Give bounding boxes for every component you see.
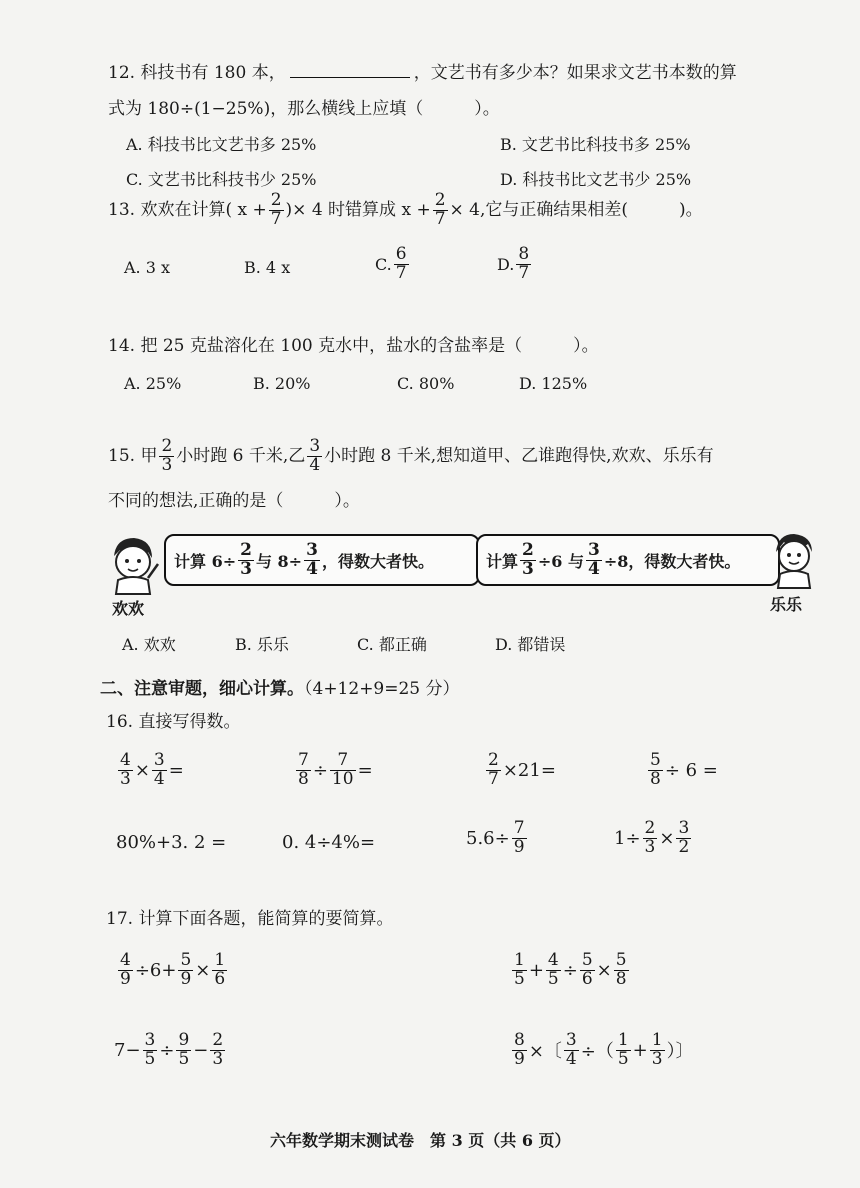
q13-text-a: 13. 欢欢在计算( x +	[108, 200, 267, 221]
q15-option-c: C. 都正确	[357, 635, 427, 654]
q15-fraction-b: $\frac{3}{4}$	[309, 436, 321, 475]
kid-label-huanhuan: 欢欢	[112, 599, 145, 618]
page-footer: 六年数学期末测试卷 第 3 页（共 6 页）	[270, 1131, 571, 1150]
q12-line1	[108, 62, 737, 84]
q12-option-a: A. 科技书比文艺书多 25%	[126, 135, 317, 154]
answer-blank[interactable]	[290, 77, 410, 78]
q13-line	[108, 192, 703, 229]
q12-option-b: B. 文艺书比科技书多 25%	[500, 135, 691, 154]
q16-expr-2: $\frac{7}{8}$ ÷ $\frac{7}{10}$ =	[298, 750, 373, 789]
q16-expr-1: $\frac{4}{3}$ × $\frac{3}{4}$ =	[120, 750, 184, 789]
q14-text: 14. 把 25 克盐溶化在 100 克水中，盐水的含盐率是（ ）。	[108, 336, 599, 356]
q14-option-a: A. 25%	[124, 374, 182, 393]
q14-option-c: C. 80%	[397, 374, 455, 393]
q12-option-c: C. 文艺书比科技书少 25%	[126, 170, 317, 189]
q12-text-a: 12. 科技书有 180 本，	[108, 63, 286, 83]
q17-expr-4: $\frac{8}{9}$ ×〔 $\frac{3}{4}$ ÷（ $\frac{1}{5}$ + $\frac{1}{3}$ ）〕	[514, 1030, 694, 1069]
q13-option-d: D. $\frac{8}{7}$	[497, 244, 530, 283]
q14-option-b: B. 20%	[253, 374, 311, 393]
q12-text-b: ，文艺书有多少本？如果求文艺书本数的算	[413, 63, 737, 83]
q15-line2: 不同的想法,正确的是（ ）。	[108, 491, 360, 511]
section-2-heading: 二、注意审题，细心计算。（4+12+9=25 分）	[100, 679, 460, 699]
q12-line2: 式为 180÷(1−25%)，那么横线上应填（ ）。	[108, 99, 500, 119]
q14-option-d: D. 125%	[519, 374, 588, 393]
q15-option-d: D. 都错误	[495, 635, 566, 654]
q15-fraction-a: $\frac{2}{3}$	[161, 436, 173, 475]
q13-text-b: )× 4 时错算成 x +	[285, 200, 431, 221]
q16-title: 16. 直接写得数。	[106, 712, 241, 732]
boy-huanhuan-illustration	[104, 534, 162, 596]
q13-option-c: C. $\frac{6}{7}$	[375, 244, 407, 283]
q12-option-d: D. 科技书比文艺书少 25%	[500, 170, 692, 189]
q17-expr-3: 7− $\frac{3}{5}$ ÷ $\frac{9}{5}$ − $\frac{2}{3}$	[114, 1030, 224, 1069]
q15-option-a: A. 欢欢	[122, 635, 176, 654]
q13-option-b: B. 4 x	[244, 258, 291, 277]
speech-bubble-huanhuan: 计算 6÷ $\frac{2}{3}$ 与 8÷ $\frac{3}{4}$ ，得数大者快。	[164, 534, 480, 586]
q17-title: 17. 计算下面各题，能简算的要简算。	[106, 909, 394, 929]
q16-expr-5: 80%+3. 2 =	[116, 832, 227, 853]
speech-bubble-lele: 计算 $\frac{2}{3}$ ÷6 与 $\frac{3}{4}$ ÷8，得数大者快。	[476, 534, 780, 586]
q13-text-c: × 4,它与正确结果相差( )。	[449, 200, 703, 221]
q13-fraction-2: $\frac{2}{7}$	[434, 190, 446, 229]
q15-option-b: B. 乐乐	[235, 635, 289, 654]
q16-expr-3: $\frac{2}{7}$ ×21=	[488, 750, 556, 789]
q17-expr-2: $\frac{1}{5}$ + $\frac{4}{5}$ ÷ $\frac{5}{6}$ × $\frac{5}{8}$	[514, 950, 627, 989]
q16-expr-8: 1÷ $\frac{2}{3}$ × $\frac{3}{2}$	[614, 818, 690, 857]
q16-expr-6: 0. 4÷4%=	[282, 832, 376, 853]
kid-label-lele: 乐乐	[770, 595, 803, 614]
q17-expr-1: $\frac{4}{9}$ ÷6+ $\frac{5}{9}$ × $\frac{1}{6}$	[120, 950, 226, 989]
q16-expr-4: $\frac{5}{8}$ ÷ 6 =	[650, 750, 718, 789]
q16-expr-7: 5.6÷ $\frac{7}{9}$	[466, 818, 525, 857]
q15-line1: 15. 甲 $\frac{2}{3}$ 小时跑 6 千米,乙 $\frac{3}{4}$ 小时跑 8 千米,想知道甲、乙谁跑得快,欢欢、乐乐有	[108, 436, 714, 475]
q13-option-a: A. 3 x	[124, 258, 171, 277]
boy-lele-illustration	[768, 530, 820, 590]
q13-fraction-1: $\frac{2}{7}$	[270, 190, 282, 229]
